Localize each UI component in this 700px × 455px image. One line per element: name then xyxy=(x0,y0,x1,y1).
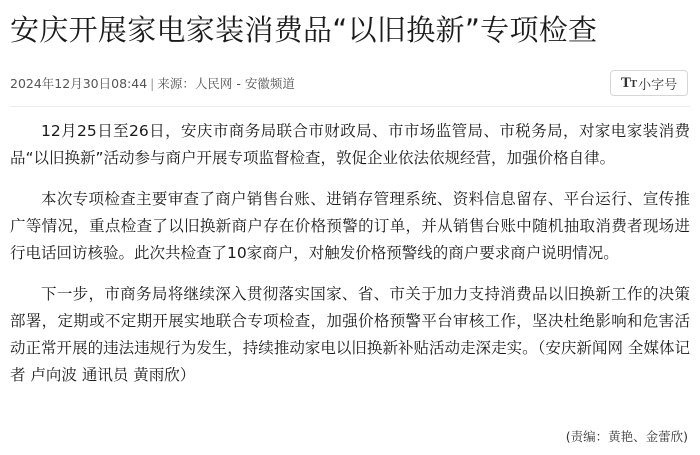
source-link[interactable]: 人民网 - 安徽频道 xyxy=(194,76,295,91)
font-size-button[interactable] xyxy=(610,70,688,96)
paragraph: 12月25日至26日，安庆市商务局联合市财政局、市市场监管局、市税务局，对家电家装消费品“以旧换新”活动参与商户开展专项监督检查，敦促企业依法依规经营，加强价格自律。 xyxy=(10,122,690,167)
article-title: 安庆开展家电家装消费品“以旧换新”专项检查 xyxy=(10,13,598,47)
meta-divider xyxy=(10,106,690,107)
meta-separator: | xyxy=(150,76,155,91)
paragraph: 下一步，市商务局将继续深入贯彻落实国家、省、市关于加力支持消费品以旧换新工作的决策部署，定期或不定期开展实地联合专项检查，加强价格预警平台审核工作，坚决杜绝影响和危害活动正常开展的违法违规行为发生，持续推动家电以旧换新补贴活动走深走实。（安庆新闻网 全媒体记者 卢向波 通讯员 黄雨欣） xyxy=(10,285,690,384)
source-label: 来源： xyxy=(157,76,195,91)
article-meta xyxy=(10,75,295,93)
article-body xyxy=(10,118,690,403)
paragraph: 本次专项检查主要审查了商户销售台账、进销存管理系统、资料信息留存、平台运行、宣传推广等情况，重点检查了以旧换新商户存在价格预警的订单，并从销售台账中随机抽取消费者现场进行电话回访核验。此次共检查了10家商户，对触发价格预警线的商户要求商户说明情况。 xyxy=(10,190,690,262)
editor-credit: (责编：黄艳、金蕾欣) xyxy=(565,429,688,444)
text-size-icon: TT xyxy=(620,74,637,91)
font-size-label: 小字号 xyxy=(638,77,678,93)
publish-datetime: 2024年12月30日08:44 xyxy=(10,76,148,91)
